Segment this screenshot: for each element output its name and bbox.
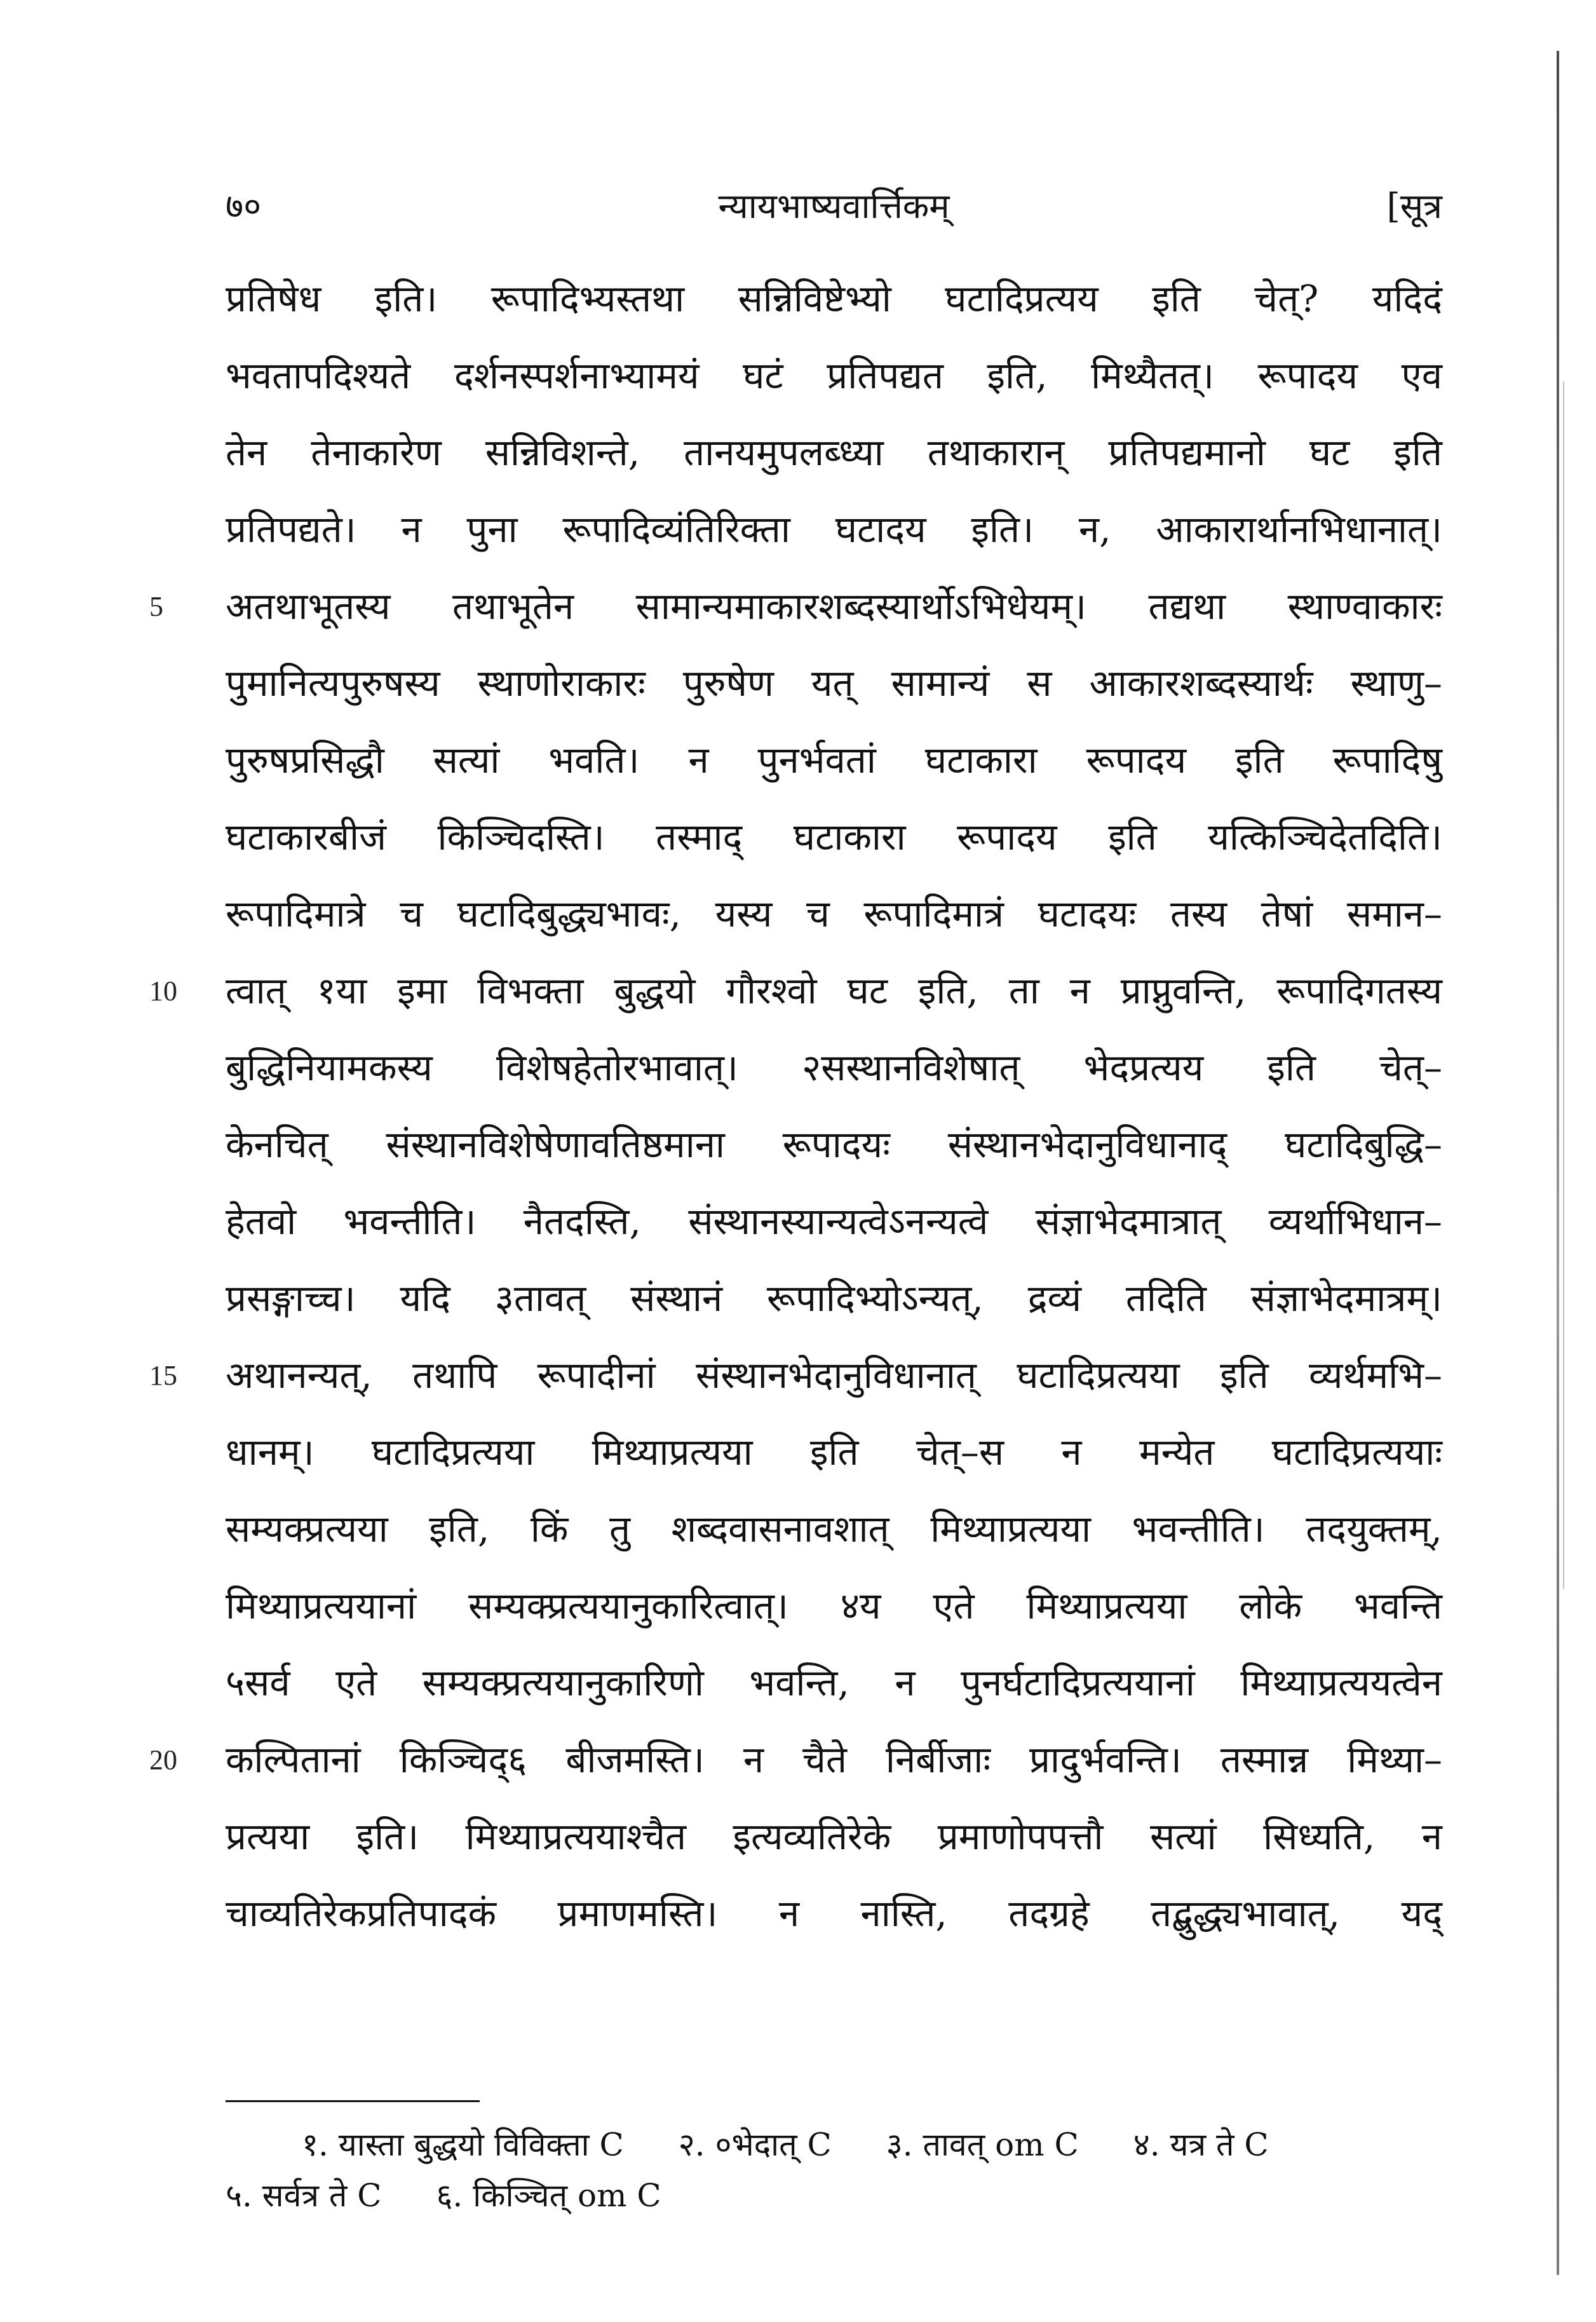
text-line [226, 722, 1442, 799]
line-text: हेतवो भवन्तीति। नैतदस्ति, संस्थानस्यान्यत्वेऽनन्यत्वे संज्ञाभेदमात्रात् व्यर्थाभिधान– [226, 1200, 1442, 1243]
footnote-2: २. ०भेदात् C [678, 2126, 832, 2163]
text-line [149, 568, 1442, 645]
line-text: अथानन्यत्, तथापि रूपादीनां संस्थानभेदानुविधानात् घटादिप्रत्यया इति व्यर्थमभि– [226, 1354, 1442, 1397]
text-line [226, 799, 1442, 876]
main-text-block [149, 261, 1442, 1952]
line-text: ५सर्व एते सम्यक्प्रत्ययानुकारिणो भवन्ति, न पुनर्घटादिप्रत्ययानां मिथ्याप्रत्ययत्वेन [226, 1661, 1442, 1704]
footnote-4: ४. यत्र ते C [1133, 2126, 1269, 2163]
line-text: भवतापदिश्यते दर्शनस्पर्शनाभ्यामयं घटं प्रतिपद्यत इति, मिथ्यैतत्। रूपादय एव [226, 354, 1442, 397]
scan-edge-line [1563, 381, 1564, 1589]
line-text: पुमानित्यपुरुषस्य स्थाणोराकारः पुरुषेण यत् सामान्यं स आकारशब्दस्यार्थः स्थाणु– [226, 662, 1442, 705]
footnotes [226, 2119, 1442, 2221]
page-header [226, 181, 1442, 238]
text-line [226, 1029, 1442, 1106]
text-line [226, 414, 1442, 491]
text-line [226, 1183, 1442, 1260]
text-line [226, 1106, 1442, 1183]
line-text: अतथाभूतस्य तथाभूतेन सामान्यमाकारशब्दस्यार्थोऽभिधेयम्। तद्यथा स्थाण्वाकारः [226, 585, 1442, 628]
text-line [226, 261, 1442, 337]
line-number: 15 [149, 1360, 177, 1391]
text-line [149, 953, 1442, 1029]
text-line [226, 876, 1442, 953]
line-text: चाव्यतिरेकप्रतिपादकं प्रमाणमस्ति। न नास्ति, तदग्रहे तद्बुद्ध्यभावात्, यद् [226, 1892, 1442, 1935]
text-line [226, 1568, 1442, 1645]
line-text: प्रसङ्गाच्च। यदि ३तावत् संस्थानं रूपादिभ्योऽन्यत्, द्रव्यं तदिति संज्ञाभेदमात्रम्। [226, 1277, 1442, 1320]
footnote-3: ३. तावत् om C [886, 2126, 1079, 2163]
line-text: प्रतिपद्यते। न पुना रूपादिव्यंतिरिक्ता घटादय इति। न, आकारार्थानभिधानात्। [226, 508, 1442, 551]
footnote-5: ५. सर्वत्र ते C [226, 2177, 382, 2214]
line-text: प्रत्यया इति। मिथ्याप्रत्ययाश्चैत इत्यव्यतिरेके प्रमाणोपपत्तौ सत्यां सिध्यति, न [226, 1815, 1442, 1858]
text-line [226, 337, 1442, 414]
line-text: पुरुषप्रसिद्धौ सत्यां भवति। न पुनर्भवतां घटाकारा रूपादय इति रूपादिषु [226, 738, 1442, 782]
footnote-row [226, 2170, 1442, 2221]
footnote-row [226, 2119, 1442, 2170]
footnote-6: ६. किञ्चित् om C [436, 2177, 661, 2214]
running-title: न्यायभाष्यवार्त्तिकम् [718, 186, 950, 226]
line-text: केनचित् संस्थानविशेषेणावतिष्ठमाना रूपादयः संस्थानभेदानुविधानाद् घटादिबुद्धि– [226, 1123, 1442, 1166]
text-line [226, 491, 1442, 568]
line-number: 20 [149, 1744, 177, 1775]
line-text: प्रतिषेध इति। रूपादिभ्यस्तथा सन्निविष्टेभ्यो घटादिप्रत्यय इति चेत्? यदिदं [226, 277, 1442, 320]
line-text: मिथ्याप्रत्ययानां सम्यक्प्रत्ययानुकारित्वात्। ४य एते मिथ्याप्रत्यया लोके भवन्ति [226, 1584, 1442, 1627]
text-line [226, 1875, 1442, 1952]
line-text: कल्पितानां किञ्चिद्६ बीजमस्ति। न चैते निर्बीजाः प्रादुर्भवन्ति। तस्मान्न मिथ्या– [226, 1738, 1442, 1781]
line-text: रूपादिमात्रे च घटादिबुद्ध्यभावः, यस्य च रूपादिमात्रं घटादयः तस्य तेषां समान– [226, 892, 1442, 935]
text-line [149, 1337, 1442, 1414]
text-line [149, 1721, 1442, 1798]
line-text: त्वात् १या इमा विभक्ता बुद्धयो गौरश्वो घट इति, ता न प्राप्नुवन्ति, रूपादिगतस्य [226, 969, 1442, 1012]
text-line [226, 1491, 1442, 1568]
line-text: धानम्। घटादिप्रत्यया मिथ्याप्रत्यया इति चेत्–स न मन्येत घटादिप्रत्ययाः [226, 1430, 1442, 1474]
line-number: 5 [149, 591, 163, 622]
line-text: बुद्धिनियामकस्य विशेषहेतोरभावात्। २सस्थानविशेषात् भेदप्रत्यय इति चेत्– [226, 1046, 1442, 1089]
text-line [226, 1414, 1442, 1491]
line-text: घटाकारबीजं किञ्चिदस्ति। तस्माद् घटाकारा रूपादय इति यत्किञ्चिदेतदिति। [226, 815, 1442, 859]
line-text: सम्यक्प्रत्यया इति, किं तु शब्दवासनावशात् मिथ्याप्रत्यया भवन्तीति। तदयुक्तम्, [226, 1507, 1442, 1551]
text-line [226, 1645, 1442, 1721]
text-line [226, 1260, 1442, 1337]
line-number: 10 [149, 975, 177, 1007]
section-label: [सूत्र [1386, 186, 1442, 226]
footnote-divider [226, 2100, 480, 2102]
scan-edge-shadow [1557, 51, 1559, 2275]
page-number: ७० [226, 186, 262, 226]
line-text: तेन तेनाकारेण सन्निविशन्ते, तानयमुपलब्ध्या तथाकारान् प्रतिपद्यमानो घट इति [226, 431, 1442, 474]
text-line [226, 1798, 1442, 1875]
text-line [226, 645, 1442, 722]
footnote-1: १. यास्ता बुद्धयो विविक्ता C [302, 2126, 624, 2163]
